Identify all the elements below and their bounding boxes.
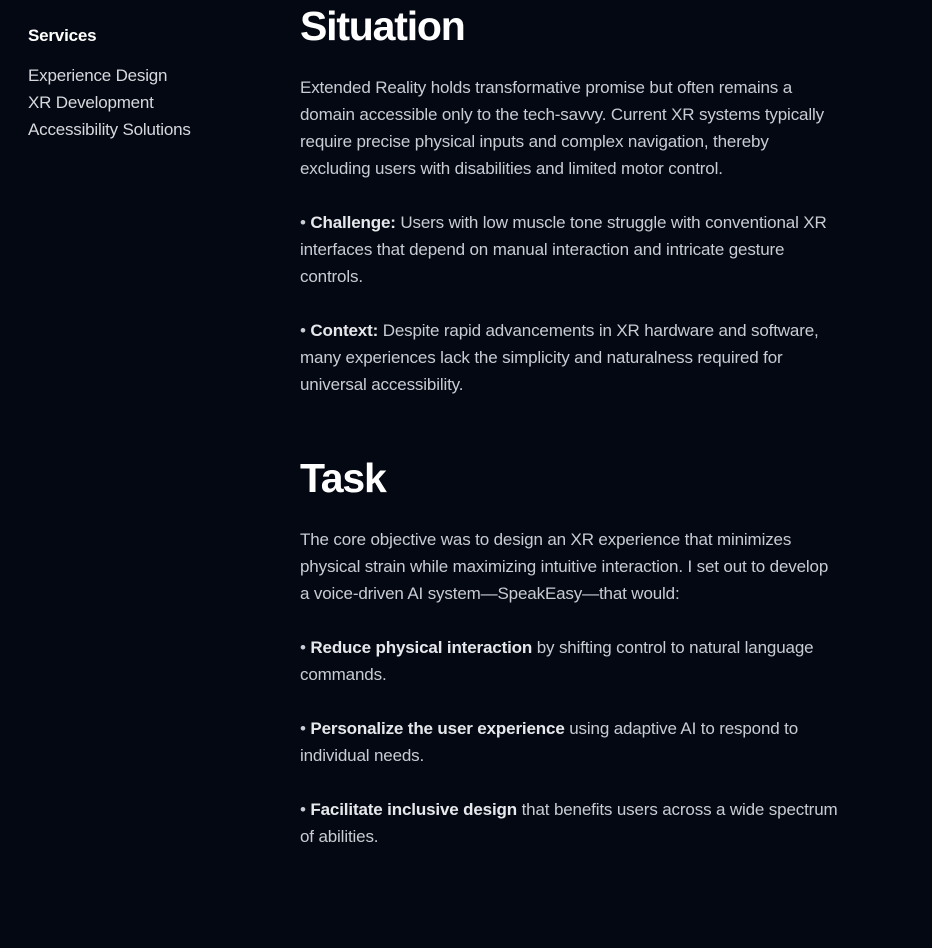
point-text: using adaptive AI to respond to individual needs. <box>300 719 799 765</box>
sidebar-heading: Services <box>28 26 97 45</box>
task-section <box>300 452 840 850</box>
point-label: Facilitate inclusive design <box>310 800 518 819</box>
bullet: • <box>300 213 306 232</box>
point-text: Despite rapid advancements in XR hardware and software, many experiences lack the simplicity and naturalness required for universal accessibility. <box>300 321 819 394</box>
point-label: Personalize the user experience <box>310 719 565 738</box>
sidebar-item-xr-development[interactable]: XR Development <box>28 93 154 112</box>
sidebar-item-experience-design[interactable]: Experience Design <box>28 66 168 85</box>
services-list <box>28 62 268 143</box>
main-content <box>300 0 840 850</box>
bullet: • <box>300 719 306 738</box>
point-text: by shifting control to natural language commands. <box>300 638 814 684</box>
point-label: Context: <box>310 321 379 340</box>
task-title: Task <box>300 455 386 501</box>
bullet: • <box>300 800 306 819</box>
task-point-reduce <box>300 634 840 688</box>
situation-section <box>300 0 840 398</box>
situation-title: Situation <box>300 3 465 49</box>
bullet: • <box>300 638 306 657</box>
task-point-inclusive <box>300 796 840 850</box>
task-intro: The core objective was to design an XR experience that minimizes physical strain while maximizing intuitive interaction. I set out to develop a voice-driven AI system—SpeakEasy—that would: <box>300 530 829 603</box>
point-text: that benefits users across a wide spectrum of abilities. <box>300 800 838 846</box>
task-point-personalize <box>300 715 840 769</box>
sidebar-item-accessibility-solutions[interactable]: Accessibility Solutions <box>28 120 191 139</box>
situation-intro: Extended Reality holds transformative promise but often remains a domain accessible only to the tech-savvy. Current XR systems typically require precise physical inputs and complex navigation, thereby excluding users with disabilities and limited motor control. <box>300 78 824 178</box>
point-text: Users with low muscle tone struggle with conventional XR interfaces that depend on manual interaction and intricate gesture controls. <box>300 213 827 286</box>
situation-point-context <box>300 317 840 398</box>
situation-point-challenge <box>300 209 840 290</box>
point-label: Reduce physical interaction <box>310 638 533 657</box>
services-sidebar <box>28 24 268 143</box>
point-label: Challenge: <box>310 213 396 232</box>
bullet: • <box>300 321 306 340</box>
